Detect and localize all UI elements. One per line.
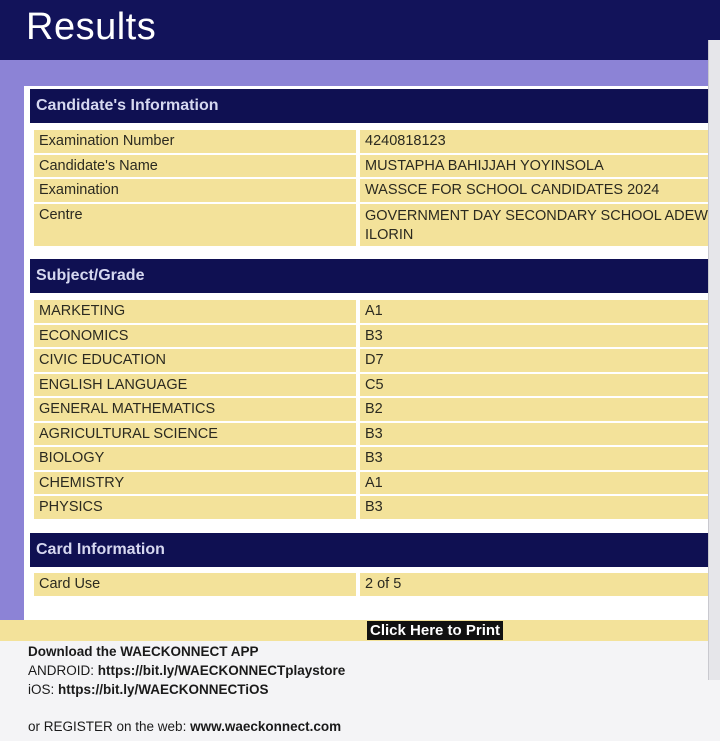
subject-name: AGRICULTURAL SCIENCE xyxy=(34,423,356,448)
subject-name: CIVIC EDUCATION xyxy=(34,349,356,374)
card-use-label: Card Use xyxy=(34,573,356,598)
card-use-value: 2 of 5 xyxy=(360,573,720,598)
candidate-name-label: Candidate's Name xyxy=(34,155,356,180)
subject-name: BIOLOGY xyxy=(34,447,356,472)
register-label: or REGISTER on the web: xyxy=(28,719,191,734)
app-download-info xyxy=(28,642,708,736)
subject-grade: A1 xyxy=(360,472,720,497)
register-link[interactable]: www.waeckonnect.com xyxy=(190,719,342,734)
subject-grade-table xyxy=(34,300,720,521)
download-app-text: Download the WAECKONNECT APP xyxy=(28,644,259,659)
subject-name: MARKETING xyxy=(34,300,356,325)
subject-grade: B2 xyxy=(360,398,720,423)
card-info-heading: Card Information xyxy=(30,533,720,567)
table-row xyxy=(34,398,720,423)
scrollbar[interactable] xyxy=(708,40,720,680)
table-row xyxy=(34,472,720,497)
subject-name: GENERAL MATHEMATICS xyxy=(34,398,356,423)
results-header xyxy=(0,0,720,60)
centre-value: GOVERNMENT DAY SECONDARY SCHOOL ADEW ILORIN xyxy=(360,204,720,248)
ios-label: iOS: xyxy=(28,682,59,697)
ios-link[interactable]: https://bit.ly/WAECKONNECTiOS xyxy=(58,682,269,697)
subject-grade: A1 xyxy=(360,300,720,325)
subject-name: ENGLISH LANGUAGE xyxy=(34,374,356,399)
table-row xyxy=(34,423,720,448)
subject-grade: B3 xyxy=(360,447,720,472)
exam-number-label: Examination Number xyxy=(34,130,356,155)
examination-value: WASSCE FOR SCHOOL CANDIDATES 2024 xyxy=(360,179,720,204)
table-row xyxy=(34,349,720,374)
exam-number-value: 4240818123 xyxy=(360,130,720,155)
table-row xyxy=(34,573,720,598)
subject-grade: D7 xyxy=(360,349,720,374)
subject-grade: B3 xyxy=(360,423,720,448)
subject-name: CHEMISTRY xyxy=(34,472,356,497)
subject-grade: C5 xyxy=(360,374,720,399)
print-button[interactable]: Click Here to Print xyxy=(367,621,503,640)
table-row xyxy=(34,374,720,399)
subject-name: PHYSICS xyxy=(34,496,356,521)
table-row xyxy=(34,300,720,325)
candidate-info-table xyxy=(34,130,720,248)
page-title: Results xyxy=(26,6,157,48)
print-band xyxy=(0,620,720,641)
table-row xyxy=(34,325,720,350)
table-row xyxy=(34,447,720,472)
table-row xyxy=(34,155,720,180)
table-row xyxy=(34,179,720,204)
subject-grade-heading: Subject/Grade xyxy=(30,259,720,293)
subject-grade: B3 xyxy=(360,496,720,521)
examination-label: Examination xyxy=(34,179,356,204)
table-row xyxy=(34,130,720,155)
table-row xyxy=(34,204,720,248)
android-link[interactable]: https://bit.ly/WAECKONNECTplaystore xyxy=(97,663,346,678)
table-row xyxy=(34,496,720,521)
candidate-name-value: MUSTAPHA BAHIJJAH YOYINSOLA xyxy=(360,155,720,180)
subject-grade: B3 xyxy=(360,325,720,350)
centre-label: Centre xyxy=(34,204,356,248)
android-label: ANDROID: xyxy=(28,663,98,678)
candidate-info-heading: Candidate's Information xyxy=(30,89,720,123)
card-info-table xyxy=(34,573,720,598)
subject-name: ECONOMICS xyxy=(34,325,356,350)
